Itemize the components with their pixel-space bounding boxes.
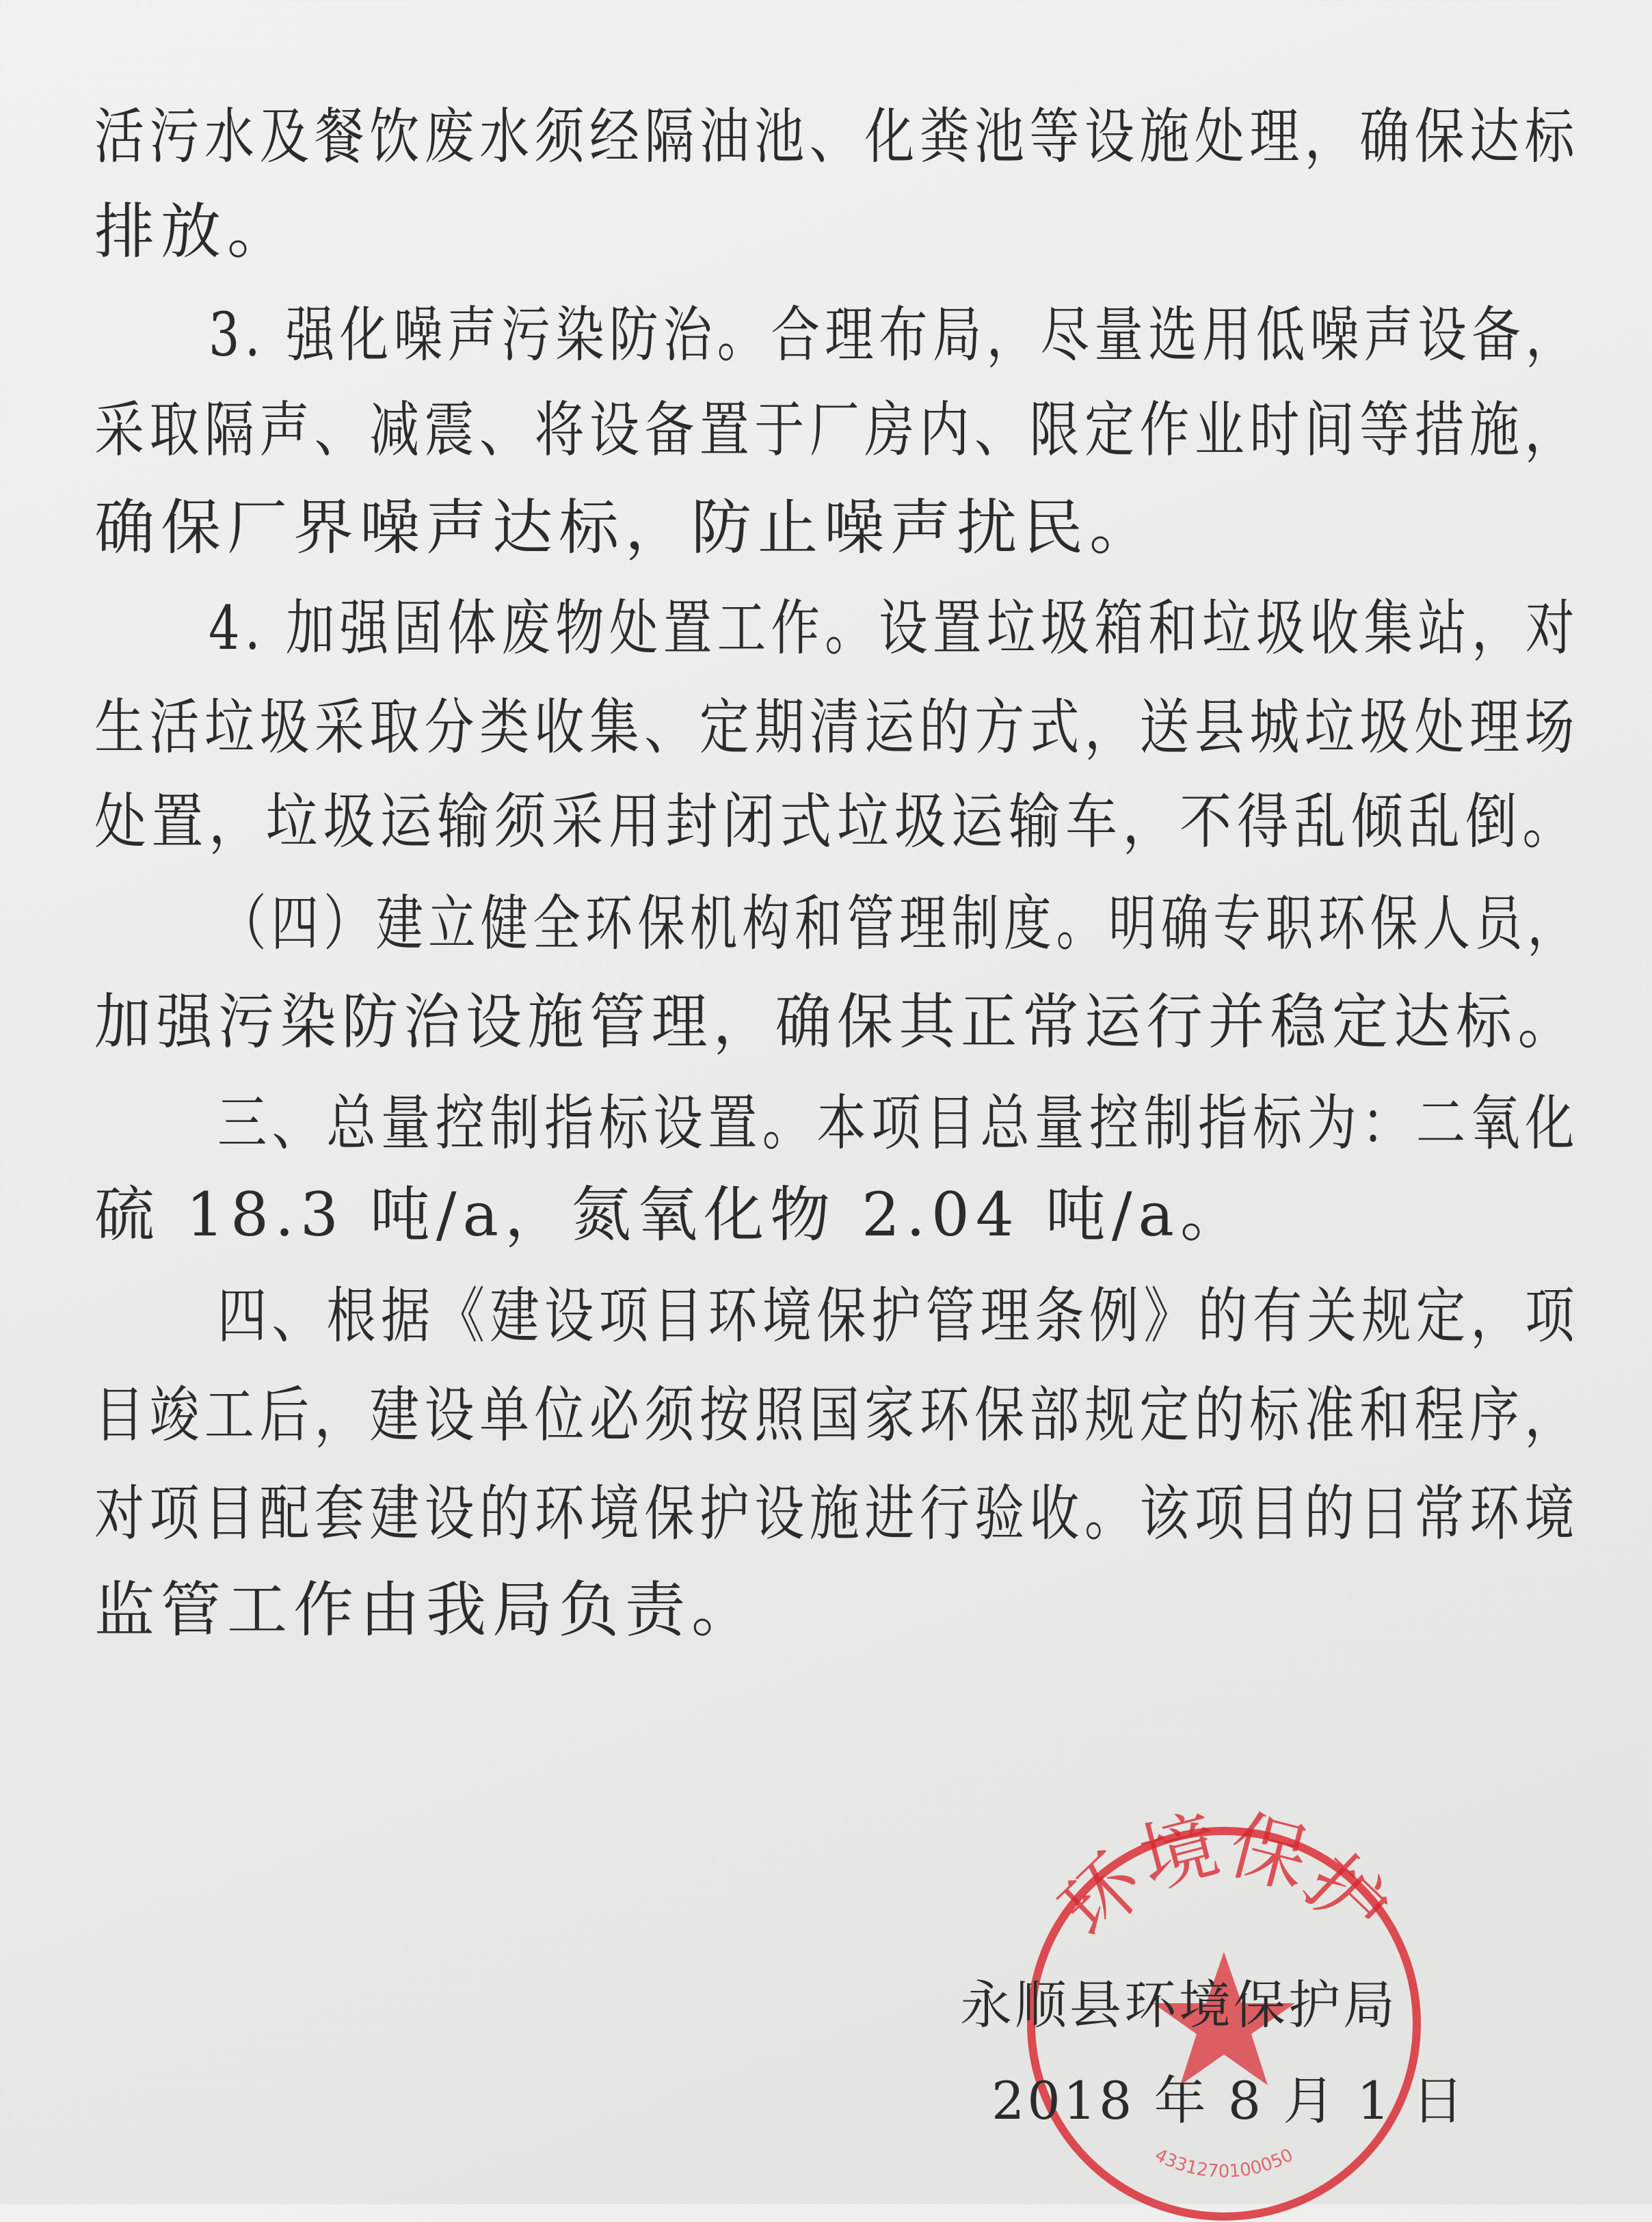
- body-line: 加强污染防治设施管理，确保其正常运行并稳定达标。: [94, 987, 1580, 1057]
- body-line: 排放。: [94, 196, 294, 267]
- body-line: 硫 18.3 吨/a，氮氧化物 2.04 吨/a。: [94, 1179, 1247, 1250]
- body-line: 生活垃圾采取分类收集、定期清运的方式，送县城垃圾处理场: [94, 692, 1580, 762]
- body-line: 处置，垃圾运输须采用封闭式垃圾运输车，不得乱倾乱倒。: [94, 786, 1580, 857]
- body-line: （四）建立健全环保机构和管理制度。明确专职环保人员，: [219, 888, 1580, 959]
- issuer-name: 永顺县环境保护局: [960, 1975, 1398, 2035]
- seal-code: 4331270100050: [1151, 2145, 1297, 2182]
- body-line: 4. 加强固体废物处置工作。设置垃圾箱和垃圾收集站，对: [209, 593, 1580, 663]
- body-line: 确保厂界噪声达标，防止噪声扰民。: [94, 492, 1156, 563]
- body-line: 采取隔声、减震、将设备置于厂房内、限定作业时间等措施，: [94, 394, 1580, 465]
- issue-date: 2018 年 8 月 1 日: [991, 2070, 1467, 2131]
- body-line: 目竣工后，建设单位必须按照国家环保部规定的标准和程序，: [94, 1380, 1580, 1450]
- body-line: 监管工作由我局负责。: [94, 1575, 758, 1645]
- body-line: 活污水及餐饮废水须经隔油池、化粪池等设施处理，确保达标: [94, 101, 1580, 172]
- body-line: 3. 强化噪声污染防治。合理布局，尽量选用低噪声设备，: [209, 299, 1580, 370]
- body-line: 三、总量控制指标设置。本项目总量控制指标为：二氧化: [217, 1088, 1580, 1158]
- svg-text:4331270100050: [1151, 2145, 1296, 2182]
- svg-text:环境保护: [1043, 1800, 1404, 1955]
- seal-arc-text: 环境保护: [1043, 1800, 1404, 1955]
- body-line: 对项目配套建设的环境保护设施进行验收。该项目的日常环境: [94, 1478, 1580, 1549]
- body-line: 四、根据《建设项目环境保护管理条例》的有关规定，项: [217, 1281, 1580, 1351]
